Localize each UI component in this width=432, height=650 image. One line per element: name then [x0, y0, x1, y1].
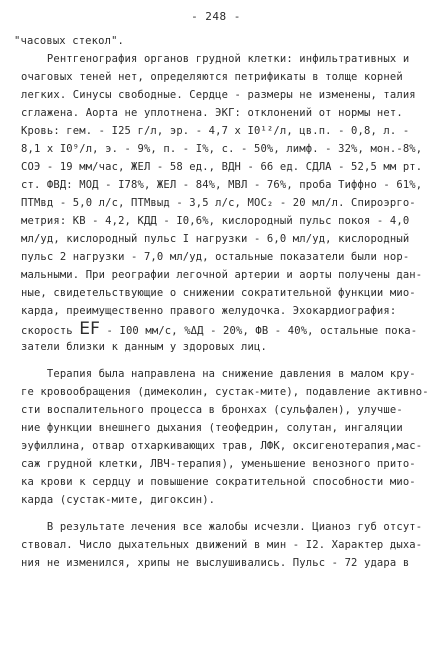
text-line: легких. Синусы свободные. Сердце - размеры не изменены, талия [21, 89, 416, 101]
text-line: очаговых теней нет, определяются петрификаты в толще корней [21, 71, 403, 83]
page-number: - 248 - [191, 10, 241, 23]
text-line: Терапия была направлена на снижение давления в малом кру- [21, 368, 416, 380]
text-line: карда (сустак-мите, дигоксин). [21, 494, 216, 506]
text-line: ге кровообращения (димеколин, сустак-мите), подавление активно- [21, 386, 429, 398]
text-line: Рентгенография органов грудной клетки: инфильтративных и [21, 53, 410, 65]
text-line: ствовал. Число дыхательных движений в мин - I2. Характер дыха- [21, 539, 423, 551]
text-line: "часовых стекол". [14, 35, 125, 47]
text-line: сти воспалительного процесса в бронхах (сульфален), улучше- [21, 404, 403, 416]
text-line: скорость EF - I00 мм/с, %ΔД - 20%, ФВ - 40%, остальные пока- [21, 319, 418, 339]
text-line: ПТМвд - 5,0 л/с, ПТМвыд - 3,5 л/с, МОС₂ - 20 мл/л. Спироэрго- [21, 197, 416, 209]
text-line: ние функции внешнего дыхания (теофедрин, солутан, ингаляции [21, 422, 403, 434]
text-line: мальными. При реографии легочной артерии и аорты получены дан- [21, 269, 423, 281]
text-line: В результате лечения все жалобы исчезли. Цианоз губ отсут- [21, 521, 423, 533]
text-line: ния не изменился, хрипы не выслушивались. Пульс - 72 удара в [21, 557, 410, 569]
text-line: метрия: КВ - 4,2, КДД - I0,6%, кислородный пульс покоя - 4,0 [21, 215, 410, 227]
text-line: ные, свидетельствующие о снижении сократительной функции мио- [21, 287, 416, 299]
text-line: мл/уд, кислородный пульс I нагрузки - 6,0 мл/уд, кислородный [21, 233, 410, 245]
text-line: СОЭ - 19 мм/час, ЖЕЛ - 58 ед., ВДН - 66 ед. СДЛА - 52,5 мм рт. [21, 161, 423, 173]
text-line: пульс 2 нагрузки - 7,0 мл/уд, остальные показатели были нор- [21, 251, 410, 263]
text-line: карда, преимущественно правого желудочка. Эхокардиография: [21, 305, 397, 317]
text-line: 8,1 х I0⁹/л, э. - 9%, п. - I%, с. - 50%, лимф. - 32%, мон.-8%, [21, 143, 423, 155]
text-line: ст. ФВД: МОД - I78%, ЖЕЛ - 84%, МВЛ - 76%, проба Тиффно - 61%, [21, 179, 423, 191]
text-line: затели близки к данным у здоровых лиц. [21, 341, 267, 353]
text-line: эуфиллина, отвар отхаркивающих трав, ЛФК, оксигенотерапия,мас- [21, 440, 423, 452]
text-line: саж грудной клетки, ЛВЧ-терапия), уменьшение венозного прито- [21, 458, 416, 470]
text-line: сглажена. Аорта не уплотнена. ЭКГ: отклонений от нормы нет. [21, 107, 403, 119]
text-line: Кровь: гем. - I25 г/л, эр. - 4,7 х I0¹²/л, цв.п. - 0,8, л. - [21, 125, 410, 137]
text-line: ка крови к сердцу и повышение сократительной способности мио- [21, 476, 416, 488]
